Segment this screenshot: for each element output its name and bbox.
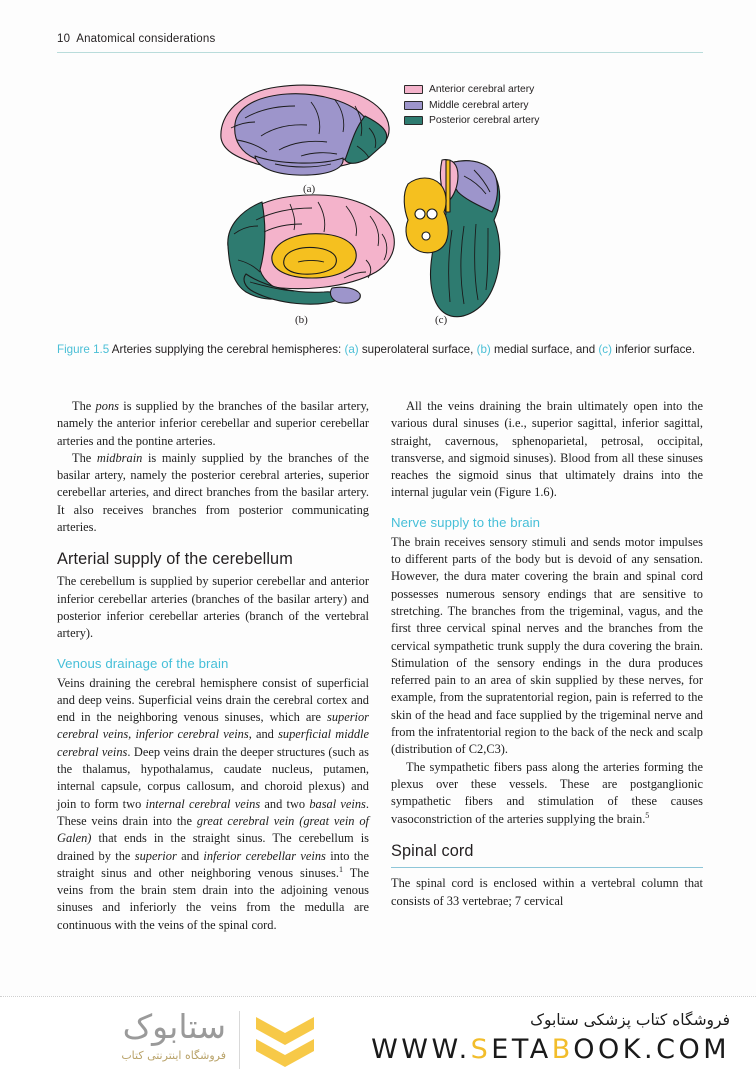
term-pons: pons bbox=[95, 399, 119, 413]
banner-tagline: فروشگاه کتاب پزشکی ستابوک bbox=[530, 1011, 730, 1029]
legend-item-anterior bbox=[404, 82, 539, 98]
spinal-cord-heading-rule bbox=[391, 867, 703, 869]
chevron-logo-icon bbox=[254, 1015, 316, 1078]
heading-spinal-cord: Spinal cord bbox=[391, 841, 474, 860]
legend-label-anterior: Anterior cerebral artery bbox=[429, 84, 535, 95]
paragraph-spinal-cord: The spinal cord is enclosed within a vertebral column that consists of 33 vertebrae; 7 cervical bbox=[391, 876, 703, 908]
banner-text-group bbox=[310, 1007, 730, 1067]
brain-diagram-superolateral bbox=[215, 80, 395, 189]
setabook-logo[interactable] bbox=[36, 1005, 316, 1073]
brain-diagram-inferior bbox=[402, 156, 512, 331]
running-head bbox=[57, 33, 703, 45]
paragraph-venous-drainage: Veins draining the cerebral hemisphere consist of superficial and deep veins. Superficial veins drain the cerebral cortex and end in the neighboring venous sinuses, which are superior cerebral veins, inferior cerebral veins, and superficial middle cerebral veins. Deep veins drain the deeper structures (such as the thalamus, hypothalamus, caudate nucleus, putamen, internal capsule, corpus callosum, and choroid plexus) and join to form two internal cerebral veins and two basal veins. These veins drain into the great cerebral vein (great vein of Galen) that ends in the straight sinus. The cerebellum is drained by the superior and inferior cerebellar veins into the straight sinus and other neighboring venous sinuses.$^1$ The veins from the brain stem drain into the adjoining venous sinuses and inferiorly the veins from the medulla are continuous with the veins of the spinal cord. bbox=[57, 675, 370, 932]
paragraph-nerve-supply: The brain receives sensory stimuli and sends motor impulses to different parts of the body but is devoid of any sensation. However, the dura mater covering the brain and spinal cord possesses numerous sensory endings that are sensitive to stretching. The branches from the trigeminal, vagus, and the first three cervical spinal nerves and the branches from the cervical sympathetic trunk supply the dura covering the brain. Stimulation of the sensory endings in the dura produces referred pain to an area of skin supplied by these nerves, for example, from the supratentorial region, pain is referred to the skin of the head and face supplied by the trigeminal nerve and from the infratentorial region to the back of the neck and scalp (distribution of C2,C3). bbox=[391, 534, 703, 757]
paragraph-pons: The pons is supplied by the branches of the basilar artery, namely the anterior inferior cerebellar and superior cerebellar arteries and the pontine arteries. bbox=[57, 399, 369, 448]
paragraph-cerebellum: The cerebellum is supplied by superior cerebellar and anterior inferior cerebellar arteries (branches of the basilar artery) and posterior inferior cerebellar arteries (branch of the vertebral artery). bbox=[57, 574, 369, 641]
paragraph-dural-sinuses: All the veins draining the brain ultimately open into the various dural sinuses (i.e., superior sagittal, inferior sagittal, straight, cavernous, sphenoparietal, petrosal, occipital, transverse, and sigmoid sinuses). Blood from all these sinuses reaches the sigmoid sinus that ultimately drains into the internal jugular vein (Figure 1.6). bbox=[391, 399, 703, 500]
page-folio: 10 bbox=[57, 33, 71, 45]
paragraph-sympathetic-fibers: The sympathetic fibers pass along the arteries forming the plexus over these vessels. These are postganglionic sympathetic fibers and stimulation of these causes vasoconstriction of the arteries supplying the brain.$^5$ bbox=[391, 759, 703, 826]
body-column-left bbox=[57, 398, 369, 934]
figure-panel-label-c: (c) bbox=[435, 314, 448, 326]
logo-subtitle: فروشگاه اینترنتی کتاب bbox=[121, 1049, 226, 1062]
heading-venous-drainage: Venous drainage of the brain bbox=[57, 655, 229, 671]
header-rule bbox=[57, 52, 703, 53]
legend-swatch-posterior-icon bbox=[404, 116, 423, 125]
brain-diagram-medial bbox=[220, 190, 400, 319]
figure-caption-text-c: inferior surface. bbox=[615, 343, 696, 356]
term-midbrain: midbrain bbox=[96, 450, 143, 465]
footnote-marker-1[interactable]: 1 bbox=[338, 864, 343, 874]
figure-panel-label-b: (b) bbox=[295, 314, 308, 326]
figure-caption-tag-b: (b) bbox=[476, 343, 491, 356]
figure-caption-text-a: superolateral surface, bbox=[361, 343, 474, 356]
legend-label-posterior: Posterior cerebral artery bbox=[429, 115, 540, 127]
figure-caption-tag-c: (c) bbox=[598, 343, 612, 356]
legend-label-middle: Middle cerebral artery bbox=[429, 99, 529, 111]
figure-1-5 bbox=[57, 66, 703, 336]
figure-caption-tag-a: (a) bbox=[344, 343, 359, 356]
banner-url[interactable]: WWW.SETABOOK.COM bbox=[371, 1034, 730, 1065]
figure-caption-lead: Arteries supplying the cerebral hemispheres: bbox=[111, 343, 342, 356]
figure-caption-number: Figure 1.5 bbox=[57, 343, 110, 356]
footnote-marker-5[interactable]: 5 bbox=[645, 810, 650, 820]
heading-arterial-supply-cerebellum: Arterial supply of the cerebellum bbox=[57, 550, 293, 569]
heading-nerve-supply: Nerve supply to the brain bbox=[391, 514, 541, 530]
figure-panel-label-a: (a) bbox=[303, 183, 316, 195]
legend-item-middle bbox=[404, 98, 539, 114]
figure-caption bbox=[57, 341, 705, 359]
figure-legend bbox=[404, 82, 539, 129]
legend-swatch-anterior-icon bbox=[404, 85, 423, 94]
legend-swatch-middle-icon bbox=[404, 101, 423, 110]
paragraph-midbrain: The midbrain is mainly supplied by the branches of the basilar artery, namely the posterior cerebral arteries, superior cerebellar arteries, and direct branches from the basilar artery. It also receives branches from posterior communicating arteries. bbox=[57, 450, 369, 535]
running-head-title: Anatomical considerations bbox=[76, 33, 216, 45]
legend-item-posterior bbox=[404, 113, 539, 129]
bottom-banner bbox=[0, 996, 756, 1081]
figure-caption-text-b: medial surface, and bbox=[494, 343, 596, 356]
body-column-right bbox=[391, 398, 703, 910]
logo-wordmark: ستابوک bbox=[122, 1007, 226, 1046]
logo-divider bbox=[239, 1011, 240, 1069]
